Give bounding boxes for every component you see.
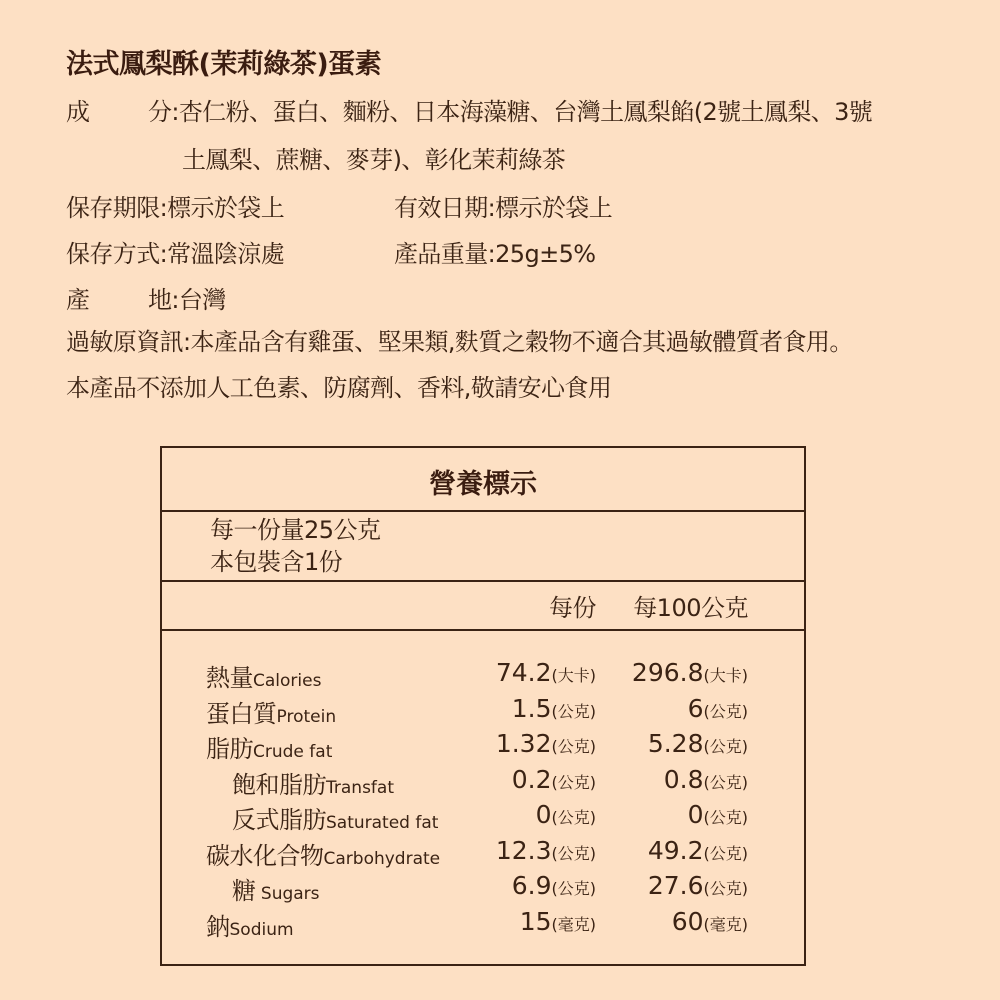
ingredients-line-2: 土鳳梨、蔗糖、麥芽)、彰化茉莉綠茶 [182,146,566,174]
nutrient-name-zh: 脂肪 [206,735,253,763]
unit: (公克) [551,843,596,863]
value: 6 [687,693,704,723]
value: 60 [671,906,704,936]
nutrition-facts-table [160,446,806,966]
per-serving-value [496,729,596,758]
nutrient-name [232,765,394,800]
per-100g-value [648,836,748,865]
nutrient-row-carbohydrate [162,836,804,872]
per-serving-value [536,800,596,829]
allergen-info [66,322,853,357]
nutrient-name-zh: 糖 [232,877,256,905]
value: 5.28 [647,729,704,758]
ingredients-label-char-2: 分 [148,98,172,126]
nutrient-name [232,871,320,906]
unit: (大卡) [551,666,596,685]
separator: : [171,98,179,126]
value: 15 [519,906,552,936]
nutrient-name-en: Calories [253,671,322,691]
shelf-life-label: 保存期限 [66,194,160,222]
value: 1.5 [511,693,552,723]
nutrient-row-sugars [162,871,804,907]
serving-size: 每一份量25公克 [210,516,381,544]
divider [162,629,804,631]
shelf-life-value: 標示於袋上 [167,194,285,222]
additive-note: 本產品不添加人工色素、防腐劑、香料,敬請安心食用 [66,374,612,402]
nutrient-name-en: Saturated fat [326,813,439,833]
per-100g-value [664,765,748,794]
divider [162,510,804,512]
unit: (公克) [551,737,596,756]
product-weight [394,234,595,269]
value: 296.8 [631,658,704,687]
ingredients-label-char-1: 成 [66,98,90,126]
value: 6.9 [511,871,552,900]
unit: (公克) [703,808,748,827]
weight-label: 產品重量 [394,240,488,268]
per-serving-value [496,836,596,865]
nutrient-name-en: Carbohydrate [323,848,441,869]
unit: (大卡) [703,666,748,685]
nutrient-row-calories [162,658,804,694]
separator: : [159,240,168,268]
value: 0 [535,800,552,829]
per-100g-value [632,658,748,687]
expiry-label: 有效日期 [394,194,488,222]
value: 0.8 [663,764,704,794]
nutrient-name-zh: 碳水化合物 [206,841,324,870]
unit: (公克) [551,879,596,898]
per-serving-value [496,658,596,687]
origin-value: 台灣 [178,286,226,314]
nutrient-row-trans-fat [162,800,804,836]
ingredients-text-1: 杏仁粉、蛋白、麵粉、日本海藻糖、台灣土鳳梨餡(2號土鳳梨、3號 [178,98,873,126]
weight-value: 25g±5% [495,240,596,268]
nutrient-row-protein [162,694,804,730]
column-header-per-100g: 每100公克 [633,594,748,622]
per-serving-value [512,765,596,794]
separator: : [487,240,496,268]
value: 1.32 [495,729,552,758]
separator: : [487,194,496,222]
per-100g-value [672,907,748,936]
nutrition-title: 營養標示 [429,469,537,500]
value: 27.6 [647,871,704,900]
product-title: 法式鳳梨酥(茉莉綠茶)蛋素 [66,49,382,80]
nutrient-name-en: Protein [276,706,337,727]
origin-label-char-1: 產 [66,286,90,314]
expiry-date [394,188,612,223]
column-header-per-serving: 每份 [549,594,596,622]
value: 74.2 [495,658,552,687]
allergen-value: 本產品含有雞蛋、堅果類,麩質之穀物不適合其過敏體質者食用。 [190,328,853,356]
nutrient-row-fat [162,729,804,765]
nutrient-name-zh: 反式脂肪 [232,806,326,834]
servings-per-package: 本包裝含1份 [210,548,343,576]
unit: (毫克) [703,914,748,934]
nutrient-row-saturated-fat [162,765,804,801]
allergen-label: 過敏原資訊 [66,328,183,356]
unit: (公克) [551,808,596,827]
nutrient-name [206,658,321,693]
ingredients-line-1 [148,92,872,127]
nutrient-name-en: Sugars [255,884,320,904]
separator: : [159,194,168,222]
separator: : [183,328,191,356]
unit: (公克) [551,701,596,721]
unit: (公克) [703,737,748,756]
nutrient-name [206,729,332,764]
unit: (公克) [703,701,748,721]
ingredients-label [66,92,89,127]
nutrient-name [206,907,294,942]
nutrient-name [232,800,438,835]
nutrient-name-zh: 熱量 [206,664,253,692]
expiry-value: 標示於袋上 [495,194,613,222]
origin [148,280,226,315]
nutrient-name-zh: 蛋白質 [206,699,277,728]
nutrient-name-en: Crude fat [253,742,333,762]
unit: (公克) [703,879,748,898]
nutrient-rows [162,658,804,942]
storage-label: 保存方式 [66,240,160,268]
per-serving-value [512,871,596,900]
value: 12.3 [495,835,552,865]
per-100g-value [688,800,748,829]
per-serving-value [520,907,596,936]
storage-method [66,234,284,269]
unit: (毫克) [551,914,596,934]
nutrient-name-en: Transfat [326,777,394,798]
unit: (公克) [703,772,748,792]
per-100g-value [648,871,748,900]
nutrient-name [206,836,440,871]
nutrient-name-zh: 鈉 [206,912,230,941]
nutrient-name-zh: 飽和脂肪 [232,770,326,799]
unit: (公克) [551,772,596,792]
separator: : [171,286,179,314]
shelf-life [66,188,284,223]
value: 0 [687,800,704,829]
unit: (公克) [703,843,748,863]
per-100g-value [648,729,748,758]
nutrient-name [206,694,336,729]
origin-label-char-2: 地 [148,286,172,314]
nutrient-row-sodium [162,907,804,943]
value: 0.2 [511,764,552,794]
value: 49.2 [647,835,704,865]
divider [162,580,804,582]
storage-value: 常溫陰涼處 [167,240,285,268]
nutrient-name-en: Sodium [229,919,294,940]
per-100g-value [688,694,748,723]
per-serving-value [512,694,596,723]
